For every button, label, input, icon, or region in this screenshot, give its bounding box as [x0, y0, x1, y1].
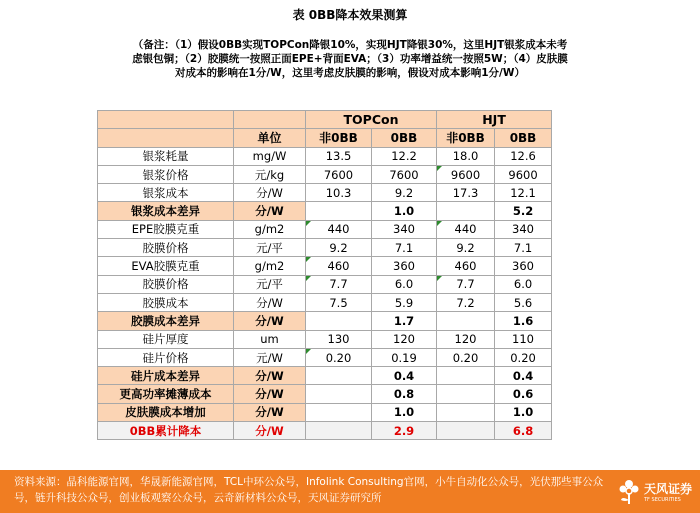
table-header-sub — [98, 129, 552, 147]
table-row — [98, 312, 552, 330]
value-cell: 12.1 — [495, 184, 552, 202]
value-cell: 7.7 — [437, 275, 495, 293]
table-row — [98, 184, 552, 202]
table-row — [98, 293, 552, 311]
value-cell: 120 — [372, 330, 437, 348]
value-cell: 130 — [306, 330, 372, 348]
source-text: 资料来源：晶科能源官网，华晟新能源官网，TCL中环公众号，Infolink Consulting官网，小牛自动化公众号，光伏那些事公众号，链升科技公众号，创业板观察公众号，云奇新材料公众号，天风证券研究所 — [14, 476, 604, 504]
logo-text-en: TF SECURITIES — [644, 497, 681, 503]
value-cell — [306, 202, 372, 220]
value-cell: 6.0 — [372, 275, 437, 293]
row-unit: 元/W — [234, 348, 306, 366]
value-cell: 17.3 — [437, 184, 495, 202]
value-cell: 12.6 — [495, 147, 552, 165]
value-cell: 7.7 — [306, 275, 372, 293]
table-row — [98, 220, 552, 238]
value-cell: 360 — [495, 257, 552, 275]
table-row — [98, 239, 552, 257]
value-cell: 9.2 — [306, 239, 372, 257]
table-row — [98, 348, 552, 366]
value-cell: 5.6 — [495, 293, 552, 311]
value-cell: 0.6 — [495, 385, 552, 403]
row-label: 硅片价格 — [98, 348, 234, 366]
table-row — [98, 165, 552, 183]
cost-table — [97, 110, 552, 440]
row-label: 硅片成本差异 — [98, 367, 234, 385]
header-blank — [98, 129, 234, 147]
value-cell: 440 — [306, 220, 372, 238]
row-unit: mg/W — [234, 147, 306, 165]
value-cell: 460 — [437, 257, 495, 275]
value-cell: 0.20 — [495, 348, 552, 366]
row-label: 更高功率摊薄成本 — [98, 385, 234, 403]
table-header-groups — [98, 111, 552, 129]
table-title: 表 0BB降本效果测算 — [292, 8, 408, 22]
value-cell: 340 — [372, 220, 437, 238]
value-cell — [306, 312, 372, 330]
row-label: 0BB累计降本 — [98, 422, 234, 440]
value-cell: 9600 — [495, 165, 552, 183]
row-unit: 元/平 — [234, 275, 306, 293]
header-topcon-non0bb: 非0BB — [306, 129, 372, 147]
header-hjt-non0bb: 非0BB — [437, 129, 495, 147]
table-row — [98, 275, 552, 293]
header-hjt-0bb: 0BB — [495, 129, 552, 147]
value-cell: 7600 — [306, 165, 372, 183]
value-cell: 5.2 — [495, 202, 552, 220]
header-blank — [98, 111, 234, 129]
footer-bar — [0, 470, 700, 513]
table-row — [98, 385, 552, 403]
row-unit: 元/kg — [234, 165, 306, 183]
value-cell: 0.4 — [372, 367, 437, 385]
header-group-topcon: TOPCon — [306, 111, 437, 129]
value-cell: 1.7 — [372, 312, 437, 330]
table-row — [98, 147, 552, 165]
row-label: 银浆成本差异 — [98, 202, 234, 220]
row-unit: um — [234, 330, 306, 348]
table-row — [98, 403, 552, 421]
row-label: 胶膜成本差异 — [98, 312, 234, 330]
row-label: 胶膜价格 — [98, 239, 234, 257]
value-cell — [306, 385, 372, 403]
table-row — [98, 422, 552, 440]
row-unit: 分/W — [234, 184, 306, 202]
value-cell: 110 — [495, 330, 552, 348]
value-cell — [306, 422, 372, 440]
value-cell: 120 — [437, 330, 495, 348]
table-row — [98, 330, 552, 348]
flower-logo-icon — [618, 478, 640, 506]
table-row — [98, 202, 552, 220]
value-cell — [437, 202, 495, 220]
value-cell: 7.1 — [372, 239, 437, 257]
row-unit: 分/W — [234, 202, 306, 220]
row-unit: 分/W — [234, 367, 306, 385]
value-cell: 6.8 — [495, 422, 552, 440]
value-cell — [437, 385, 495, 403]
row-label: 皮肤膜成本增加 — [98, 403, 234, 421]
value-cell: 0.4 — [495, 367, 552, 385]
value-cell: 1.0 — [495, 403, 552, 421]
row-unit: 分/W — [234, 312, 306, 330]
row-unit: 分/W — [234, 403, 306, 421]
row-label: EVA胶膜克重 — [98, 257, 234, 275]
value-cell: 9600 — [437, 165, 495, 183]
row-unit: 分/W — [234, 293, 306, 311]
value-cell: 10.3 — [306, 184, 372, 202]
value-cell — [437, 367, 495, 385]
table-row — [98, 367, 552, 385]
value-cell: 7.5 — [306, 293, 372, 311]
value-cell: 7600 — [372, 165, 437, 183]
row-label: 硅片厚度 — [98, 330, 234, 348]
row-label: 胶膜价格 — [98, 275, 234, 293]
header-blank — [234, 111, 306, 129]
row-label: EPE胶膜克重 — [98, 220, 234, 238]
value-cell: 7.2 — [437, 293, 495, 311]
value-cell: 2.9 — [372, 422, 437, 440]
row-unit: 分/W — [234, 422, 306, 440]
value-cell — [306, 367, 372, 385]
row-label: 胶膜成本 — [98, 293, 234, 311]
row-unit: 元/平 — [234, 239, 306, 257]
value-cell: 5.9 — [372, 293, 437, 311]
value-cell: 0.8 — [372, 385, 437, 403]
value-cell: 340 — [495, 220, 552, 238]
header-unit: 单位 — [234, 129, 306, 147]
value-cell: 9.2 — [437, 239, 495, 257]
value-cell: 13.5 — [306, 147, 372, 165]
logo-text-cn: 天风证券 — [644, 482, 693, 496]
row-unit: g/m2 — [234, 220, 306, 238]
value-cell — [437, 403, 495, 421]
value-cell: 360 — [372, 257, 437, 275]
value-cell: 7.1 — [495, 239, 552, 257]
value-cell: 1.0 — [372, 202, 437, 220]
row-label: 银浆价格 — [98, 165, 234, 183]
header-group-hjt: HJT — [437, 111, 552, 129]
value-cell — [306, 403, 372, 421]
value-cell: 18.0 — [437, 147, 495, 165]
value-cell: 1.0 — [372, 403, 437, 421]
header-topcon-0bb: 0BB — [372, 129, 437, 147]
tf-securities-logo — [614, 474, 696, 510]
value-cell: 12.2 — [372, 147, 437, 165]
row-unit: g/m2 — [234, 257, 306, 275]
value-cell: 6.0 — [495, 275, 552, 293]
value-cell: 0.19 — [372, 348, 437, 366]
table-note: （备注：（1）假设0BB实现TOPCon降银10%，实现HJT降银30%，这里HJT银浆成本未考虑银包铜；（2）胶膜统一按照正面EPE+背面EVA；（3）功率增益统一按照5W；（4）皮肤膜对成本的影响在1分/W，这里考虑皮肤膜的影响，假设对成本影响1分/W） — [132, 39, 568, 79]
row-unit: 分/W — [234, 385, 306, 403]
value-cell — [437, 312, 495, 330]
value-cell: 1.6 — [495, 312, 552, 330]
row-label: 银浆耗量 — [98, 147, 234, 165]
value-cell: 0.20 — [306, 348, 372, 366]
value-cell — [437, 422, 495, 440]
row-label: 银浆成本 — [98, 184, 234, 202]
value-cell: 460 — [306, 257, 372, 275]
table-row — [98, 257, 552, 275]
value-cell: 0.20 — [437, 348, 495, 366]
value-cell: 9.2 — [372, 184, 437, 202]
value-cell: 440 — [437, 220, 495, 238]
